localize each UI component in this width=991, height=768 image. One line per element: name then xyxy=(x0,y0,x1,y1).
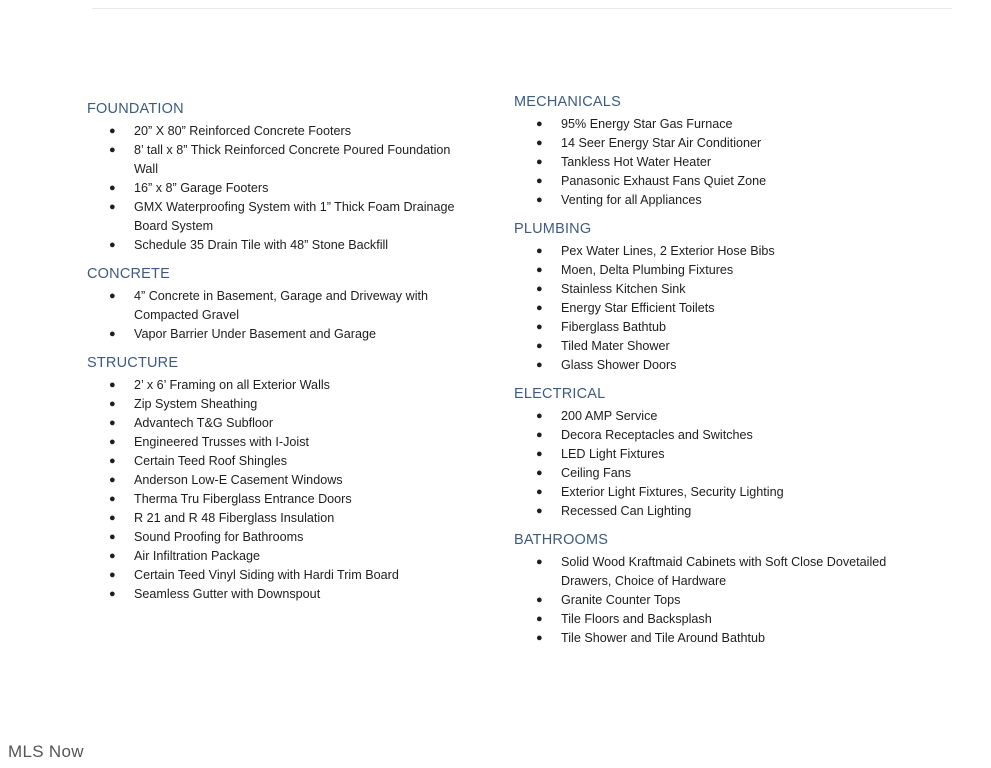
spec-item-text: Tankless Hot Water Heater xyxy=(561,155,712,169)
spec-item xyxy=(109,528,477,547)
spec-list xyxy=(514,242,924,375)
bullet-icon: ● xyxy=(109,239,116,251)
spec-item-text: 8’ tall x 8” Thick Reinforced Concrete Poured Foundation Wall xyxy=(134,143,451,176)
section-heading: FOUNDATION xyxy=(87,101,184,117)
bullet-icon: ● xyxy=(536,613,543,625)
bullet-icon: ● xyxy=(536,175,543,187)
section-electrical xyxy=(514,385,924,521)
spec-item xyxy=(536,464,924,483)
spec-item-text: Engineered Trusses with I-Joist xyxy=(134,435,309,449)
bullet-icon: ● xyxy=(109,455,116,467)
spec-item-text: Seamless Gutter with Downspout xyxy=(134,587,321,601)
spec-item-text: Energy Star Efficient Toilets xyxy=(561,301,715,315)
bullet-icon: ● xyxy=(536,410,543,422)
section-heading: ELECTRICAL xyxy=(514,386,606,402)
spec-item xyxy=(536,115,924,134)
spec-item xyxy=(536,318,924,337)
spec-item xyxy=(536,629,924,648)
spec-list xyxy=(87,376,477,604)
bullet-icon: ● xyxy=(536,632,543,644)
spec-item-text: Ceiling Fans xyxy=(561,466,631,480)
spec-item xyxy=(536,299,924,318)
bullet-icon: ● xyxy=(536,486,543,498)
bullet-icon: ● xyxy=(109,125,116,137)
spec-item-text: 20” X 80” Reinforced Concrete Footers xyxy=(134,124,351,138)
bullet-icon: ● xyxy=(109,182,116,194)
spec-item xyxy=(109,287,477,325)
section-heading: CONCRETE xyxy=(87,266,170,282)
spec-item xyxy=(536,191,924,210)
spec-item xyxy=(536,261,924,280)
bullet-icon: ● xyxy=(536,156,543,168)
bullet-icon: ● xyxy=(536,359,543,371)
spec-list xyxy=(514,553,924,648)
spec-item-text: Tile Shower and Tile Around Bathtub xyxy=(561,631,765,645)
section-structure xyxy=(87,354,477,604)
bullet-icon: ● xyxy=(109,531,116,543)
bullet-icon: ● xyxy=(109,512,116,524)
spec-item-text: 200 AMP Service xyxy=(561,409,658,423)
bullet-icon: ● xyxy=(536,194,543,206)
spec-item xyxy=(536,407,924,426)
spec-item-text: Solid Wood Kraftmaid Cabinets with Soft Close Dovetailed Drawers, Choice of Hardware xyxy=(561,555,887,588)
spec-item xyxy=(109,433,477,452)
spec-item xyxy=(536,172,924,191)
section-heading: STRUCTURE xyxy=(87,355,179,371)
right-column xyxy=(514,93,924,658)
section-mechanicals xyxy=(514,93,924,210)
bullet-icon: ● xyxy=(109,588,116,600)
spec-item-text: 95% Energy Star Gas Furnace xyxy=(561,117,733,131)
spec-item-text: Glass Shower Doors xyxy=(561,358,677,372)
spec-item xyxy=(536,483,924,502)
bullet-icon: ● xyxy=(109,550,116,562)
bullet-icon: ● xyxy=(536,118,543,130)
spec-item xyxy=(536,242,924,261)
spec-item-text: LED Light Fixtures xyxy=(561,447,665,461)
spec-item-text: Exterior Light Fixtures, Security Lighting xyxy=(561,485,784,499)
spec-item-text: Venting for all Appliances xyxy=(561,193,702,207)
bullet-icon: ● xyxy=(536,448,543,460)
bullet-icon: ● xyxy=(536,245,543,257)
spec-list xyxy=(514,115,924,210)
bullet-icon: ● xyxy=(109,144,116,156)
spec-item-text: 16” x 8” Garage Footers xyxy=(134,181,269,195)
spec-item-text: Moen, Delta Plumbing Fixtures xyxy=(561,263,734,277)
scan-edge-line xyxy=(92,8,952,9)
bullet-icon: ● xyxy=(536,505,543,517)
spec-item-text: Fiberglass Bathtub xyxy=(561,320,667,334)
bullet-icon: ● xyxy=(536,321,543,333)
bullet-icon: ● xyxy=(109,201,116,213)
spec-item-text: Pex Water Lines, 2 Exterior Hose Bibs xyxy=(561,244,775,258)
spec-item-text: Stainless Kitchen Sink xyxy=(561,282,686,296)
spec-list xyxy=(514,407,924,521)
spec-item xyxy=(109,566,477,585)
spec-item-text: 4” Concrete in Basement, Garage and Driveway with Compacted Gravel xyxy=(134,289,428,322)
spec-item xyxy=(109,325,477,344)
spec-item-text: Granite Counter Tops xyxy=(561,593,681,607)
bullet-icon: ● xyxy=(536,556,543,568)
spec-list xyxy=(87,287,477,344)
spec-item xyxy=(109,376,477,395)
bullet-icon: ● xyxy=(109,398,116,410)
spec-item-text: Sound Proofing for Bathrooms xyxy=(134,530,304,544)
spec-list xyxy=(87,122,477,255)
spec-item xyxy=(536,426,924,445)
spec-item xyxy=(109,179,477,198)
bullet-icon: ● xyxy=(109,417,116,429)
spec-item-text: GMX Waterproofing System with 1” Thick Foam Drainage Board System xyxy=(134,200,455,233)
spec-item xyxy=(536,502,924,521)
spec-item xyxy=(536,337,924,356)
spec-item xyxy=(109,236,477,255)
spec-item-text: 2’ x 6’ Framing on all Exterior Walls xyxy=(134,378,330,392)
section-heading: BATHROOMS xyxy=(514,532,609,548)
bullet-icon: ● xyxy=(536,429,543,441)
spec-item-text: Schedule 35 Drain Tile with 48” Stone Backfill xyxy=(134,238,389,252)
bullet-icon: ● xyxy=(109,379,116,391)
bullet-icon: ● xyxy=(536,340,543,352)
mls-now-watermark: MLS Now xyxy=(8,742,84,761)
bullet-icon: ● xyxy=(536,467,543,479)
section-heading: MECHANICALS xyxy=(514,94,621,110)
bullet-icon: ● xyxy=(109,290,116,302)
spec-item-text: Certain Teed Vinyl Siding with Hardi Trim Board xyxy=(134,568,399,582)
spec-item xyxy=(109,509,477,528)
spec-item-text: Tiled Mater Shower xyxy=(561,339,670,353)
spec-item xyxy=(536,553,924,591)
section-heading: PLUMBING xyxy=(514,221,592,237)
section-bathrooms xyxy=(514,531,924,648)
spec-item xyxy=(109,141,477,179)
bullet-icon: ● xyxy=(536,137,543,149)
bullet-icon: ● xyxy=(109,474,116,486)
spec-item-text: Decora Receptacles and Switches xyxy=(561,428,753,442)
section-concrete xyxy=(87,265,477,344)
spec-item-text: Certain Teed Roof Shingles xyxy=(134,454,288,468)
section-plumbing xyxy=(514,220,924,375)
spec-item xyxy=(536,280,924,299)
spec-item xyxy=(109,585,477,604)
bullet-icon: ● xyxy=(109,436,116,448)
spec-item xyxy=(536,591,924,610)
spec-item-text: 14 Seer Energy Star Air Conditioner xyxy=(561,136,762,150)
section-foundation xyxy=(87,100,477,255)
spec-item xyxy=(536,356,924,375)
spec-item-text: Recessed Can Lighting xyxy=(561,504,692,518)
bullet-icon: ● xyxy=(109,328,116,340)
spec-item xyxy=(109,452,477,471)
spec-item xyxy=(109,198,477,236)
spec-item xyxy=(109,471,477,490)
spec-item xyxy=(536,153,924,172)
spec-item xyxy=(536,134,924,153)
spec-item xyxy=(536,610,924,629)
spec-item-text: Zip System Sheathing xyxy=(134,397,258,411)
bullet-icon: ● xyxy=(536,264,543,276)
spec-item-text: Panasonic Exhaust Fans Quiet Zone xyxy=(561,174,767,188)
spec-item xyxy=(109,414,477,433)
spec-item xyxy=(109,547,477,566)
bullet-icon: ● xyxy=(109,493,116,505)
bullet-icon: ● xyxy=(109,569,116,581)
spec-item-text: R 21 and R 48 Fiberglass Insulation xyxy=(134,511,335,525)
spec-item xyxy=(109,122,477,141)
spec-item-text: Therma Tru Fiberglass Entrance Doors xyxy=(134,492,352,506)
spec-item-text: Anderson Low-E Casement Windows xyxy=(134,473,343,487)
spec-item xyxy=(109,395,477,414)
bullet-icon: ● xyxy=(536,594,543,606)
bullet-icon: ● xyxy=(536,302,543,314)
spec-item-text: Tile Floors and Backsplash xyxy=(561,612,712,626)
bullet-icon: ● xyxy=(536,283,543,295)
left-column xyxy=(87,100,477,614)
spec-item xyxy=(109,490,477,509)
spec-item-text: Advantech T&G Subfloor xyxy=(134,416,274,430)
spec-item-text: Vapor Barrier Under Basement and Garage xyxy=(134,327,376,341)
spec-item-text: Air Infiltration Package xyxy=(134,549,260,563)
spec-item xyxy=(536,445,924,464)
